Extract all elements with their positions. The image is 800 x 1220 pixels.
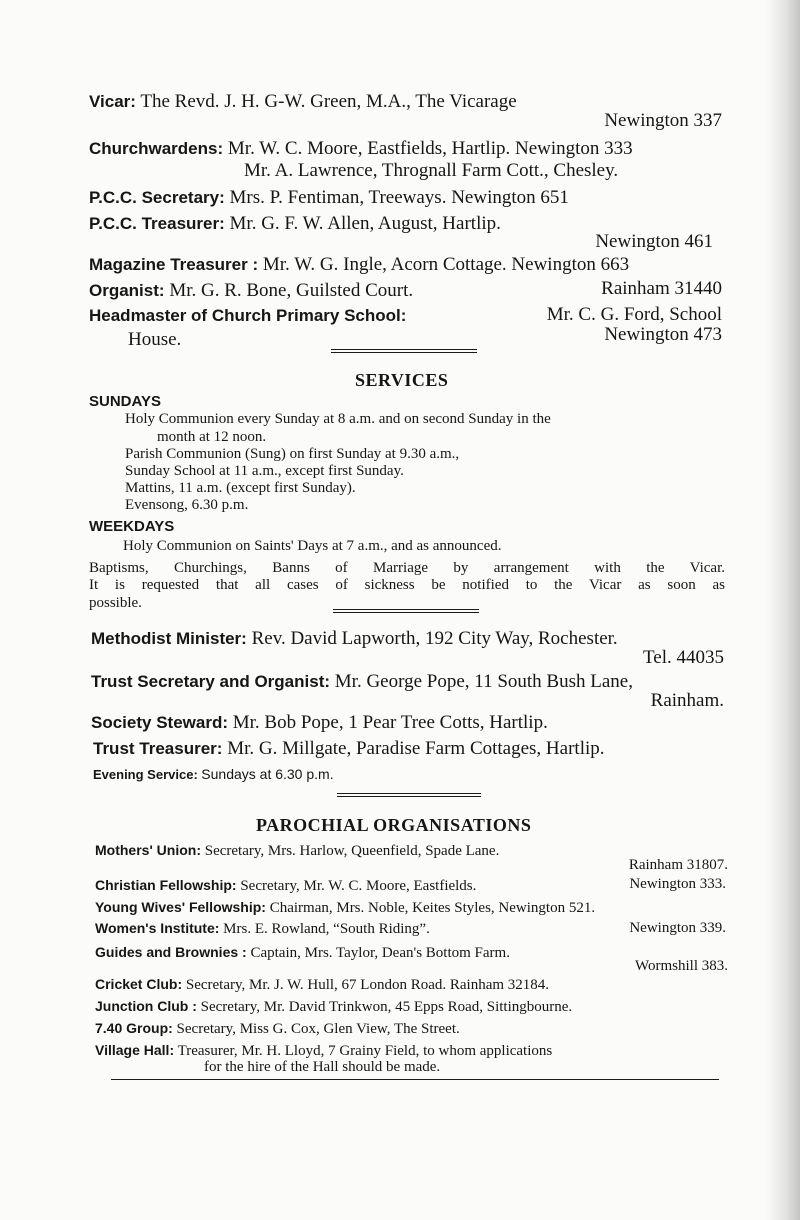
trust-secretary-line — [91, 671, 633, 693]
sunday-line-2: month at 12 noon. — [157, 429, 267, 445]
bottom-rule — [111, 1079, 719, 1080]
sunday-line-4: Sunday School at 11 a.m., except first Sunday. — [125, 463, 404, 479]
womens-institute-phone: Newington 339. — [629, 920, 726, 936]
services-heading: SERVICES — [355, 370, 449, 390]
cricket-label: Cricket Club: — [95, 976, 183, 992]
womens-institute-text: Mrs. E. Rowland, “South Riding”. — [223, 921, 430, 937]
methodist-minister-label: Methodist Minister: — [91, 629, 247, 648]
churchwardens-text-1: Mr. W. C. Moore, Eastfields, Hartlip. Newington 333 — [227, 138, 633, 159]
vicar-text: The Revd. J. H. G-W. Green, M.A., The Vicarage — [140, 91, 517, 112]
trust-secretary-text-2: Rainham. — [650, 690, 724, 711]
magazine-treasurer-label: Magazine Treasurer : — [89, 255, 259, 274]
churchwardens-label: Churchwardens: — [89, 139, 224, 158]
society-steward-label: Society Steward: — [91, 713, 228, 732]
methodist-minister-line — [91, 628, 618, 650]
magazine-treasurer-text: Mr. W. G. Ingle, Acorn Cottage. Newington 663 — [262, 254, 630, 275]
churchwardens-line — [89, 138, 633, 160]
pcc-treasurer-phone: Newington 461 — [595, 231, 713, 252]
organist-line — [89, 280, 413, 302]
headmaster-line — [89, 305, 406, 327]
village-hall-label: Village Hall: — [95, 1042, 175, 1058]
organisations-heading: PAROCHIAL ORGANISATIONS — [256, 815, 532, 835]
methodist-minister-text: Rev. David Lapworth, 192 City Way, Rochester. — [251, 628, 618, 649]
evening-service-label: Evening Service: — [93, 767, 198, 782]
evening-service-line — [93, 766, 334, 784]
mothers-union-line — [95, 842, 499, 860]
headmaster-text: Mr. C. G. Ford, School — [546, 304, 722, 325]
headmaster-phone: Newington 473 — [604, 324, 722, 345]
guides-label: Guides and Brownies : — [95, 944, 247, 960]
divider-2 — [333, 609, 479, 613]
guides-text: Captain, Mrs. Taylor, Dean's Bottom Farm. — [250, 945, 510, 961]
trust-secretary-label: Trust Secretary and Organist: — [91, 672, 331, 691]
village-hall-text-2: for the hire of the Hall should be made. — [204, 1059, 441, 1075]
christian-fellowship-text: Secretary, Mr. W. C. Moore, Eastfields. — [240, 878, 477, 894]
trust-secretary-text: Mr. George Pope, 11 South Bush Lane, — [334, 671, 633, 692]
pcc-treasurer-text: Mr. G. F. W. Allen, August, Hartlip. — [229, 213, 501, 234]
christian-fellowship-phone: Newington 333. — [629, 876, 726, 892]
society-steward-text: Mr. Bob Pope, 1 Pear Tree Cotts, Hartlip. — [232, 712, 548, 733]
womens-institute-label: Women's Institute: — [95, 920, 220, 936]
womens-institute-line — [95, 920, 430, 938]
organist-text: Mr. G. R. Bone, Guilsted Court. — [169, 280, 414, 301]
methodist-minister-phone: Tel. 44035 — [643, 647, 724, 668]
magazine-treasurer-line — [89, 254, 629, 276]
pcc-secretary-line — [89, 187, 569, 209]
young-wives-line — [95, 899, 595, 917]
young-wives-label: Young Wives' Fellowship: — [95, 899, 266, 915]
pcc-treasurer-line — [89, 213, 501, 235]
trust-treasurer-text: Mr. G. Millgate, Paradise Farm Cottages, Hartlip. — [227, 738, 605, 759]
christian-fellowship-label: Christian Fellowship: — [95, 877, 237, 893]
sunday-line-3: Parish Communion (Sung) on first Sunday at 9.30 a.m., — [125, 446, 460, 462]
divider-1 — [331, 349, 477, 353]
vicar-phone: Newington 337 — [604, 110, 722, 131]
junction-label: Junction Club : — [95, 998, 197, 1014]
society-steward-line — [91, 712, 548, 734]
sunday-line-6: Evensong, 6.30 p.m. — [125, 497, 249, 513]
cricket-line — [95, 976, 549, 994]
trust-treasurer-label: Trust Treasurer: — [93, 739, 223, 758]
trust-treasurer-line — [93, 738, 605, 760]
headmaster-label: Headmaster of Church Primary School: — [89, 306, 407, 325]
cricket-text: Secretary, Mr. J. W. Hull, 67 London Road. Rainham 32184. — [185, 977, 550, 993]
junction-line — [95, 998, 572, 1016]
junction-text: Secretary, Mr. David Trinkwon, 45 Epps Road, Sittingbourne. — [200, 999, 573, 1015]
divider-3 — [337, 793, 481, 797]
pcc-treasurer-label: P.C.C. Treasurer: — [89, 214, 225, 233]
village-hall-text: Treasurer, Mr. H. Lloyd, 7 Grainy Field, to whom applications — [177, 1043, 553, 1059]
notes-line-3: possible. — [89, 595, 142, 611]
sunday-line-5: Mattins, 11 a.m. (except first Sunday). — [125, 480, 356, 496]
group740-line — [95, 1020, 460, 1038]
guides-line — [95, 944, 510, 962]
guides-phone: Wormshill 383. — [635, 958, 728, 974]
weekdays-label: WEEKDAYS — [89, 518, 175, 535]
notes-line-2: It is requested that all cases of sickness be notified to the Vicar as soon as — [89, 577, 725, 593]
organist-phone: Rainham 31440 — [601, 278, 722, 299]
pcc-secretary-text: Mrs. P. Fentiman, Treeways. Newington 651 — [229, 187, 569, 208]
mothers-union-phone: Rainham 31807. — [628, 857, 728, 873]
weekdays-text: Holy Communion on Saints' Days at 7 a.m., and as announced. — [123, 538, 502, 554]
mothers-union-label: Mothers' Union: — [95, 842, 201, 858]
headmaster-text-2: House. — [128, 329, 182, 350]
sundays-label: SUNDAYS — [89, 393, 161, 410]
churchwardens-text-2: Mr. A. Lawrence, Thrognall Farm Cott., Chesley. — [244, 160, 619, 181]
mothers-union-text: Secretary, Mrs. Harlow, Queenfield, Spade Lane. — [204, 843, 500, 859]
page-edge-shadow — [766, 0, 800, 1220]
vicar-label: Vicar: — [89, 92, 136, 111]
pcc-secretary-label: P.C.C. Secretary: — [89, 188, 225, 207]
evening-service-text: Sundays at 6.30 p.m. — [201, 766, 334, 782]
christian-fellowship-line — [95, 877, 476, 895]
group740-label: 7.40 Group: — [95, 1020, 173, 1036]
sunday-line-1: Holy Communion every Sunday at 8 a.m. and on second Sunday in the — [125, 411, 551, 427]
young-wives-text: Chairman, Mrs. Noble, Keites Styles, Newington 521. — [269, 900, 596, 916]
village-hall-line — [95, 1042, 552, 1060]
group740-text: Secretary, Miss G. Cox, Glen View, The Street. — [176, 1021, 460, 1037]
vicar-line — [89, 91, 517, 113]
organist-label: Organist: — [89, 281, 165, 300]
notes-line-1: Baptisms, Churchings, Banns of Marriage by arrangement with the Vicar. — [89, 560, 725, 576]
